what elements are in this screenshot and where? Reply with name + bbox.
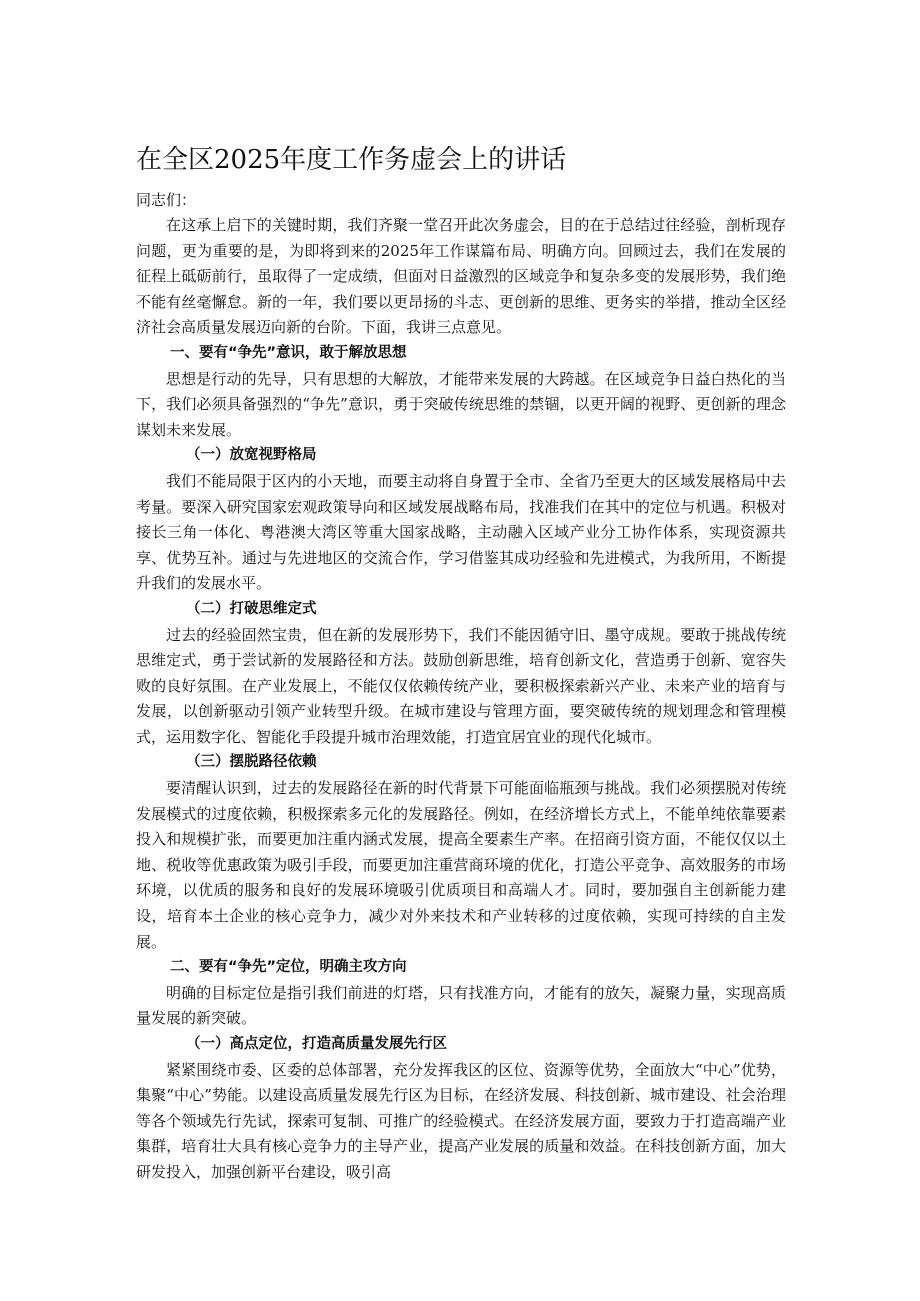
section-1-sub-2-body: 过去的经验固然宝贵，但在新的发展形势下，我们不能因循守旧、墨守成规。要敢于挑战传统思维定式，勇于尝试新的发展路径和方法。鼓励创新思维，培育创新文化，营造勇于创新、宽容失败的良好氛围。在产业发展上，不能仅仅依赖传统产业，要积极探索新兴产业、未来产业的培育与发展，以创新驱动引领产业转型升级。在城市建设与管理方面，要突破传统的规划理念和管理模式，运用数字化、智能化手段提升城市治理效能，打造宜居宜业的现代化城市。 [136,625,786,746]
section-2-intro: 明确的目标定位是指引我们前进的灯塔，只有找准方向，才能有的放矢，凝聚力量，实现高质量发展的新突破。 [136,983,786,1028]
intro-paragraph: 在这承上启下的关键时期，我们齐聚一堂召开此次务虚会，目的在于总结过往经验，剖析现存问题，更为重要的是，为即将到来的2025年工作谋篇布局、明确方向。回顾过去，我们在发展的征程上砥砺前行，虽取得了一定成绩，但面对日益激烈的区域竞争和复杂多变的发展形势，我们绝不能有丝毫懈怠。新的一年，我们要以更昂扬的斗志、更创新的思维、更务实的举措，推动全区经济社会高质量发展迈向新的台阶。下面，我讲三点意见。 [136,216,786,337]
document-title: 在全区2025年度工作务虚会上的讲话 [136,145,567,175]
document-body [136,140,786,1186]
section-1-intro: 思想是行动的先导，只有思想的大解放，才能带来发展的大跨越。在区域竞争日益白热化的当下，我们必须具备强烈的“争先”意识，勇于突破传统思维的禁锢，以更开阔的视野、更创新的理念谋划未来发展。 [136,369,786,439]
section-2-heading: 二、要有“争先”定位，明确主攻方向 [170,959,407,976]
section-1-sub-3-heading: （三）摆脱路径依赖 [186,754,317,771]
section-2-sub-1-body: 紧紧围绕市委、区委的总体部署，充分发挥我区的区位、资源等优势，全面放大“中心”优势，集聚“中心”势能。以建设高质量发展先行区为目标，在经济发展、科技创新、城市建设、社会治理等各个领域先行先试，探索可复制、可推广的经验模式。在经济发展方面，要致力于打造高端产业集群，培育壮大具有核心竞争力的主导产业，提高产业发展的质量和效益。在科技创新方面，加大研发投入，加强创新平台建设，吸引高 [136,1060,786,1181]
salutation: 同志们： [136,191,197,209]
section-1-sub-2-heading: （二）打破思维定式 [186,600,317,617]
section-1-heading: 一、要有“争先”意识，敢于解放思想 [170,344,407,361]
section-1-sub-1-heading: （一）放宽视野格局 [186,447,317,464]
section-1-sub-3-body: 要清醒认识到，过去的发展路径在新的时代背景下可能面临瓶颈与挑战。我们必须摆脱对传统发展模式的过度依赖，积极探索多元化的发展路径。例如，在经济增长方式上，不能单纯依靠要素投入和规模扩张，而要更加注重内涵式发展，提高全要素生产率。在招商引资方面，不能仅仅以土地、税收等优惠政策为吸引手段，而要更加注重营商环境的优化，打造公平竞争、高效服务的市场环境，以优质的服务和良好的发展环境吸引优质项目和高端人才。同时，要加强自主创新能力建设，培育本土企业的核心竞争力，减少对外来技术和产业转移的过度依赖，实现可持续的自主发展。 [136,779,786,951]
section-2-sub-1-heading: （一）高点定位，打造高质量发展先行区 [186,1036,447,1052]
section-1-sub-1-body: 我们不能局限于区内的小天地，而要主动将自身置于全市、全省乃至更大的区域发展格局中去考量。要深入研究国家宏观政策导向和区域发展战略布局，找准我们在其中的定位与机遇。积极对接长三角一体化、粤港澳大湾区等重大国家战略，主动融入区域产业分工协作体系，实现资源共享、优势互补。通过与先进地区的交流合作，学习借鉴其成功经验和先进模式，为我所用，不断提升我们的发展水平。 [136,471,786,593]
